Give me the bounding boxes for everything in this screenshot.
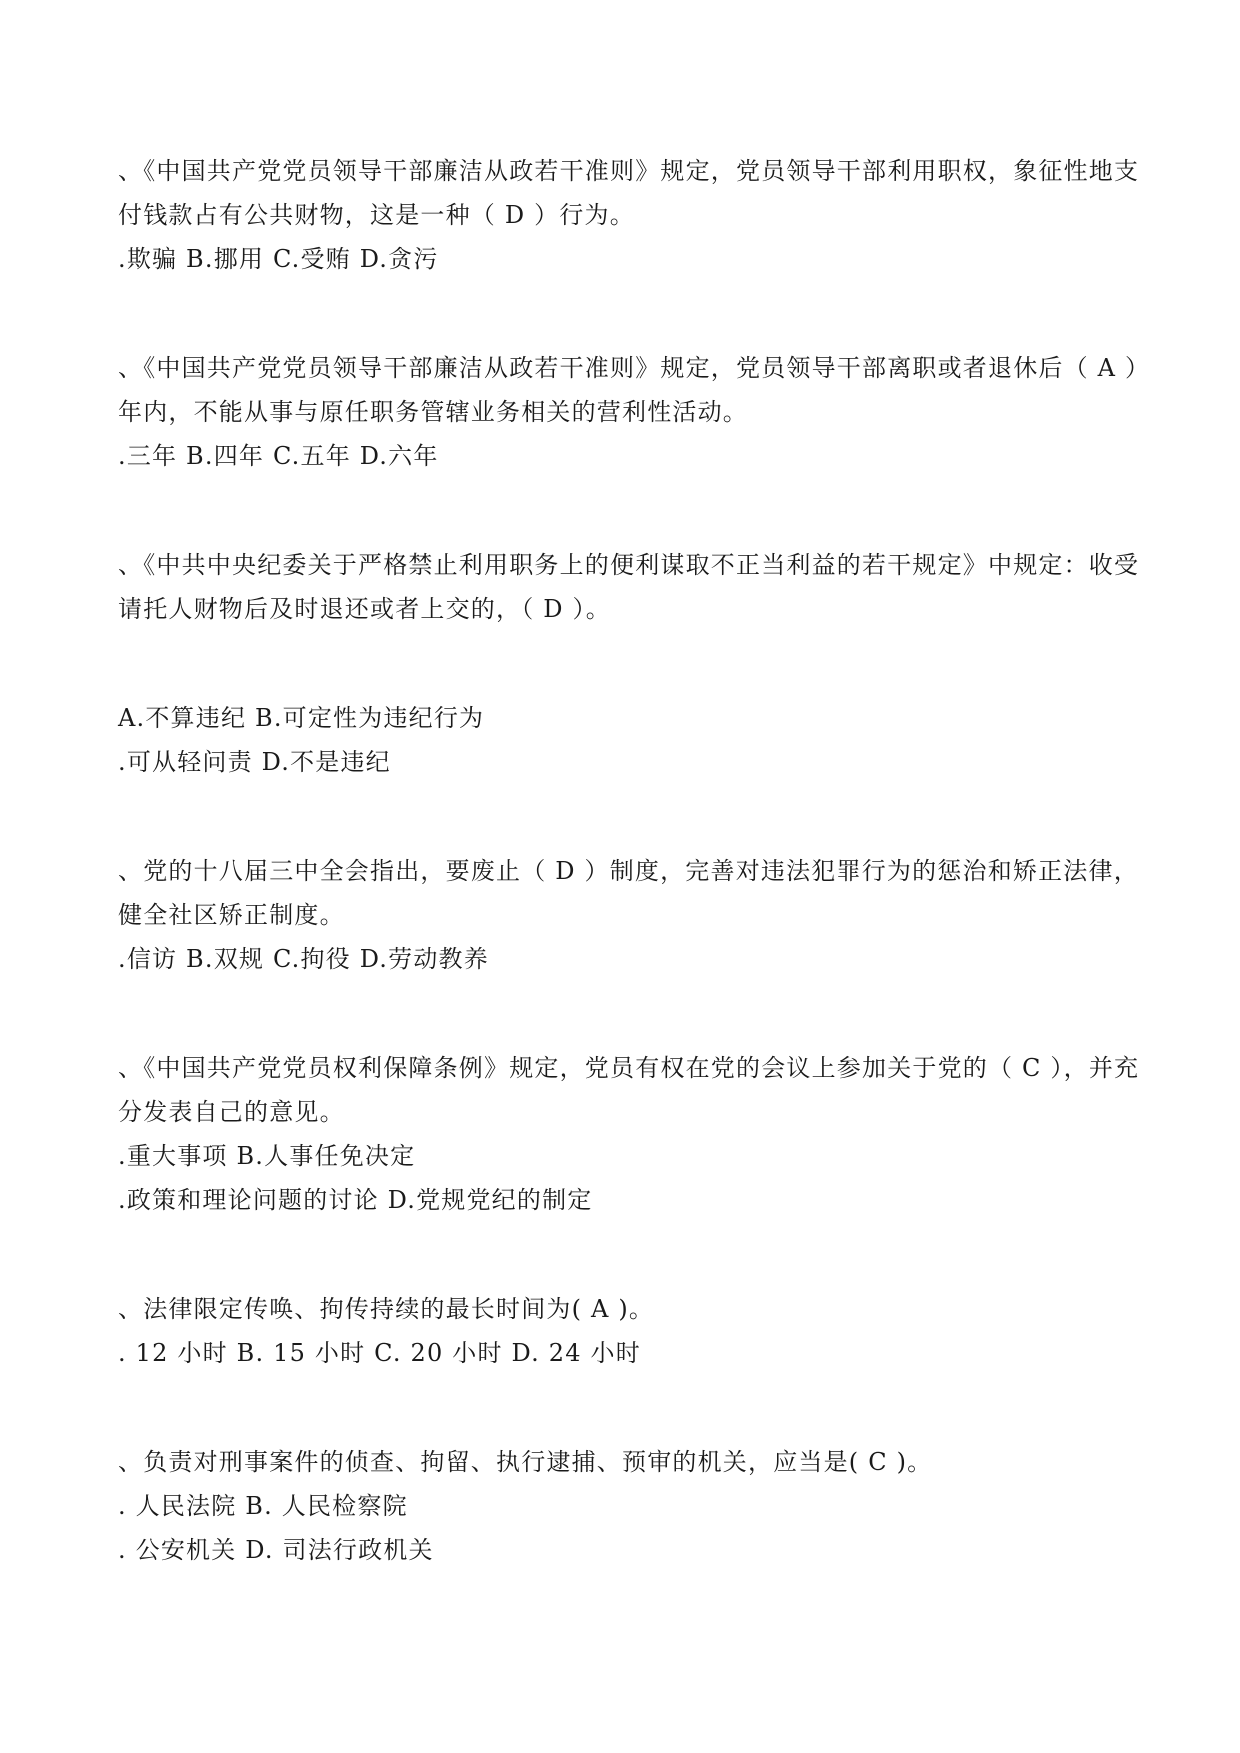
question-3-options-line-2: .可从轻问责 D.不是违纪: [118, 748, 391, 776]
question-7-options-line-2: . 公安机关 D. 司法行政机关: [118, 1536, 434, 1564]
question-2-stem-line-2: 年内，不能从事与原任职务管辖业务相关的营利性活动。: [118, 398, 748, 426]
question-5-options-line-1: .重大事项 B.人事任免决定: [118, 1142, 416, 1170]
question-6-options: . 12 小时 B. 15 小时 C. 20 小时 D. 24 小时: [118, 1339, 641, 1367]
question-3-stem-line-1: 、《中共中央纪委关于严格禁止利用职务上的便利谋取不正当利益的若干规定》中规定：收受: [118, 551, 1140, 579]
question-5-stem-line-1: 、《中国共产党党员权利保障条例》规定，党员有权在党的会议上参加关于党的（ C ），并充: [118, 1054, 1140, 1082]
question-1-options: .欺骗 B.挪用 C.受贿 D.贪污: [118, 245, 439, 273]
question-1-stem-line-1: 、《中国共产党党员领导干部廉洁从政若干准则》规定，党员领导干部利用职权，象征性地支: [118, 157, 1140, 185]
question-4-stem-line-2: 健全社区矫正制度。: [118, 901, 345, 929]
question-1-stem-line-2: 付钱款占有公共财物，这是一种（ D ）行为。: [118, 201, 635, 229]
question-4-stem-line-1: 、党的十八届三中全会指出，要废止（ D ）制度，完善对违法犯罪行为的惩治和矫正法律，: [118, 857, 1139, 885]
question-2-options: .三年 B.四年 C.五年 D.六年: [118, 442, 439, 470]
question-2-stem-line-1: 、《中国共产党党员领导干部廉洁从政若干准则》规定，党员领导干部离职或者退休后（ A ）: [118, 354, 1151, 382]
question-6-stem: 、法律限定传唤、拘传持续的最长时间为( A )。: [118, 1295, 655, 1323]
question-3-stem-line-2: 请托人财物后及时退还或者上交的，（ D ）。: [118, 595, 611, 623]
question-4-options: .信访 B.双规 C.拘役 D.劳动教养: [118, 945, 489, 973]
question-5-options-line-2: .政策和理论问题的讨论 D.党规党纪的制定: [118, 1186, 593, 1214]
question-7-stem: 、负责对刑事案件的侦查、拘留、执行逮捕、预审的机关，应当是( C )。: [118, 1448, 933, 1476]
question-7-options-line-1: . 人民法院 B. 人民检察院: [118, 1492, 408, 1520]
question-3-options-line-1: A.不算违纪 B.可定性为违纪行为: [118, 704, 485, 732]
question-5-stem-line-2: 分发表自己的意见。: [118, 1098, 345, 1126]
